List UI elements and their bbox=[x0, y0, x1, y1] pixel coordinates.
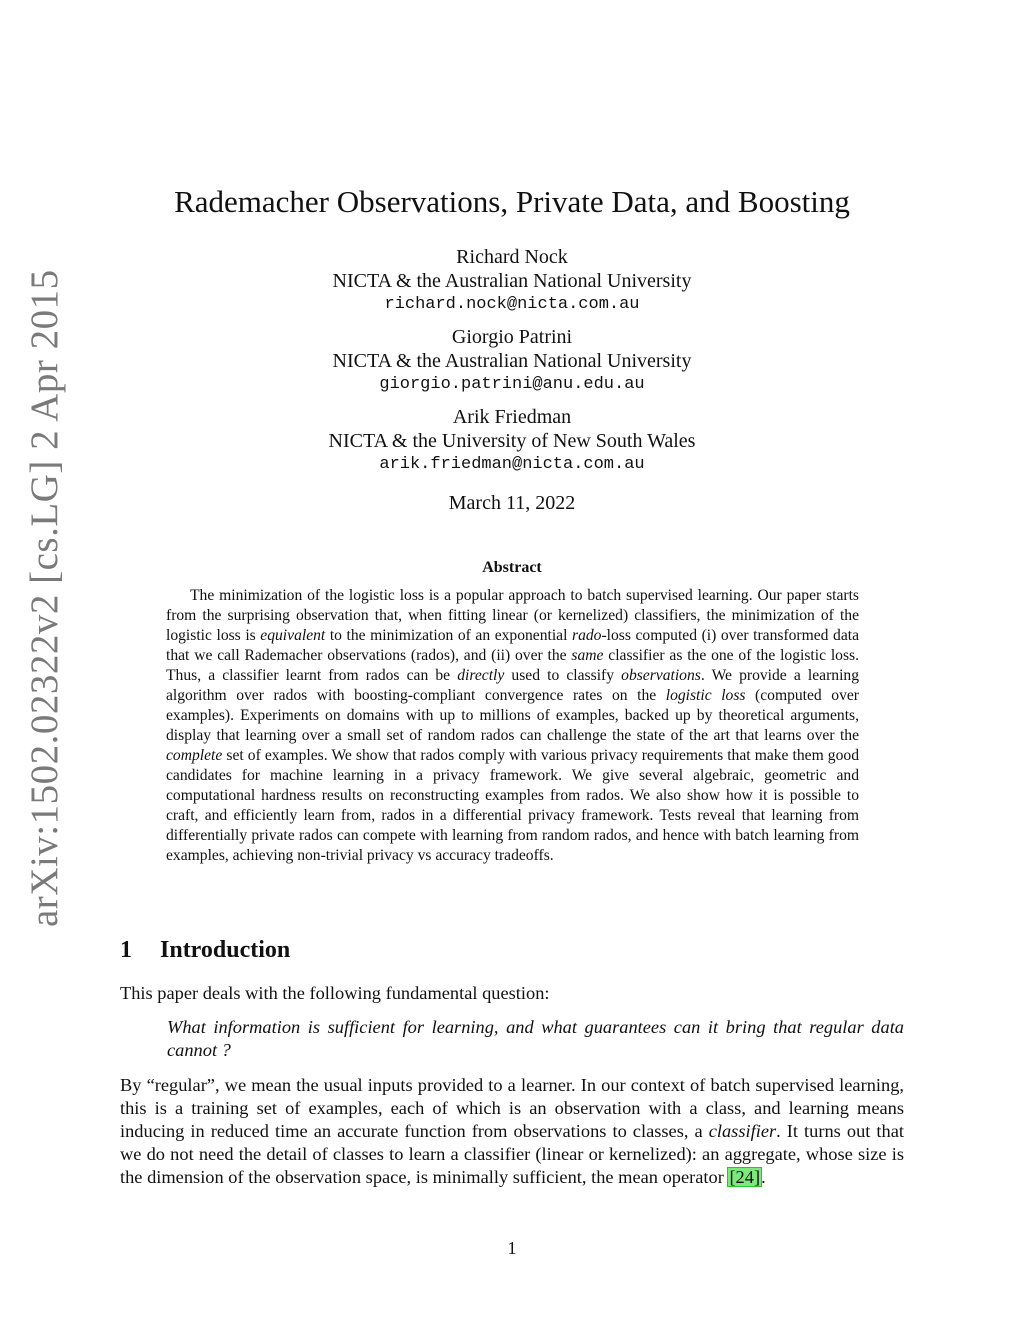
author-name: Giorgio Patrini bbox=[451, 326, 573, 348]
author-email[interactable]: richard.nock@nicta.com.au bbox=[384, 295, 640, 314]
emphasis: logistic loss bbox=[665, 687, 746, 704]
emphasis: same bbox=[571, 647, 604, 664]
abstract-heading: Abstract bbox=[482, 559, 542, 576]
emphasis: equivalent bbox=[260, 627, 326, 644]
research-question-quote: What information is sufficient for learning, and what guarantees can it bring that regular data cannot ? bbox=[167, 1017, 904, 1060]
arxiv-identifier-stamp: arXiv:1502.02322v2 [cs.LG] 2 Apr 2015 bbox=[23, 269, 66, 927]
emphasis: classifier bbox=[708, 1121, 777, 1141]
section-heading-introduction bbox=[120, 935, 290, 965]
author-name: Arik Friedman bbox=[452, 406, 572, 428]
citation-link[interactable]: [24] bbox=[729, 1167, 761, 1187]
author-affiliation: NICTA & the Australian National University bbox=[332, 270, 692, 292]
author-affiliation: NICTA & the Australian National University bbox=[332, 350, 692, 372]
author-name: Richard Nock bbox=[456, 246, 568, 268]
intro-paragraph: This paper deals with the following fundamental question: bbox=[120, 983, 550, 1003]
intro-paragraph: By “regular”, we mean the usual inputs provided to a learner. In our context of batch supervised learning, this is a training set of examples, each of which is an observation with a class, and learning means inducing in reduced time an accurate function from observations to classes, a classifier. It turns out that we do not need the detail of classes to learn a classifier (linear or kernelized): an aggregate, whose size is the dimension of the observation space, is minimally sufficient, the mean operator [24]. bbox=[120, 1075, 904, 1187]
abstract-body: The minimization of the logistic loss is a popular approach to batch supervised learning. Our paper starts from the surprising observation that, when fitting linear (or kernelized) classifiers, the minimization of the logistic loss is equivalent to the minimization of an exponential rado-loss computed (i) over transformed data that we call Rademacher observations (rados), and (ii) over the same classifier as the one of the logistic loss. Thus, a classifier learnt from rados can be directly used to classify observations. We provide a learning algorithm over rados with boosting-compliant convergence rates on the logistic loss (computed over examples). Experiments on domains with up to millions of examples, backed up by theoretical arguments, display that learning over a small set of random rados can challenge the state of the art that learns over the complete set of examples. We show that rados comply with various privacy requirements that make them good candidates for machine learning in a privacy framework. We give several algebraic, geometric and computational hardness results on reconstructing examples from rados. We also show how it is possible to craft, and efficiently learn from, rados in a differential privacy framework. Tests reveal that learning from differentially private rados can compete with learning from random rados, and hence with batch learning from examples, achieving non-trivial privacy vs accuracy tradeoffs. bbox=[166, 587, 860, 864]
section-title: Introduction bbox=[160, 937, 291, 963]
author-block bbox=[0, 325, 1024, 397]
paper-date: March 11, 2022 bbox=[448, 492, 576, 514]
emphasis: complete bbox=[166, 747, 223, 764]
emphasis: rado bbox=[572, 627, 602, 644]
author-block bbox=[0, 405, 1024, 477]
emphasis: observations bbox=[621, 667, 701, 684]
emphasis: directly bbox=[457, 667, 505, 684]
page-number: 1 bbox=[507, 1238, 517, 1258]
paper-title: Rademacher Observations, Private Data, and Boosting bbox=[174, 184, 850, 219]
author-email[interactable]: giorgio.patrini@anu.edu.au bbox=[379, 375, 645, 394]
author-affiliation: NICTA & the University of New South Wales bbox=[328, 430, 696, 452]
author-block bbox=[0, 245, 1024, 317]
author-email[interactable]: arik.friedman@nicta.com.au bbox=[379, 455, 645, 474]
section-number: 1 bbox=[120, 937, 132, 963]
